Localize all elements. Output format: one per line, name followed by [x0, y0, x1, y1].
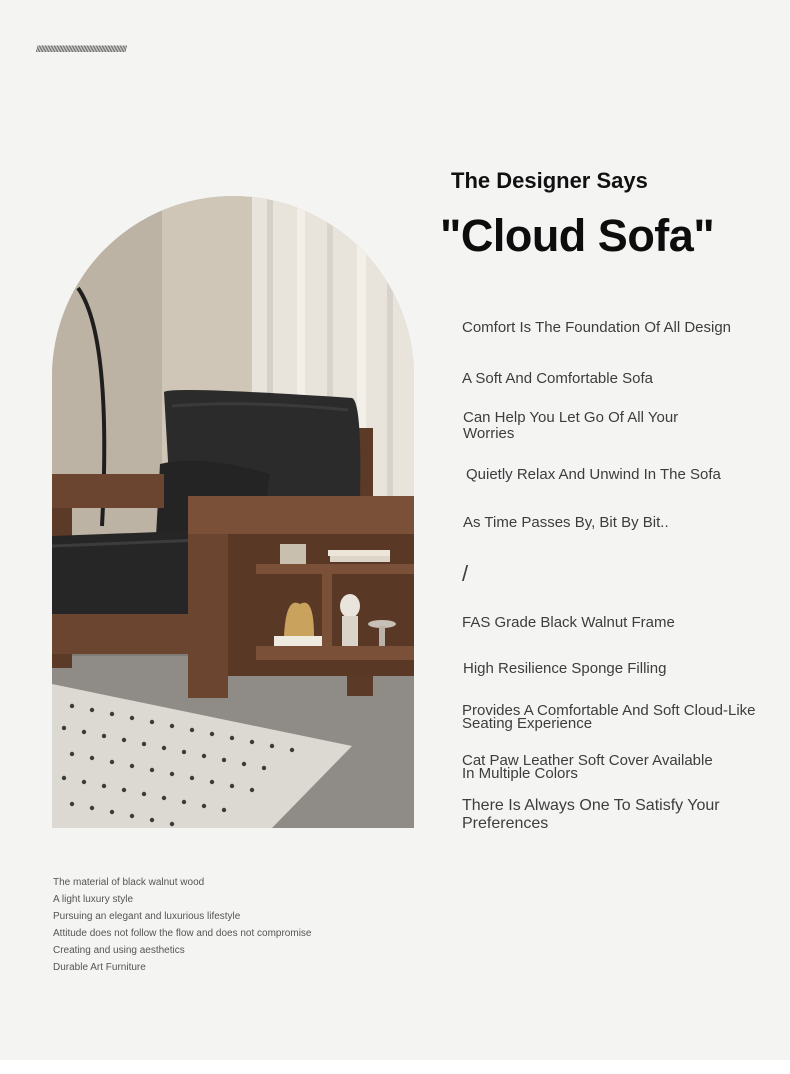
- note-line: The material of black walnut wood: [53, 877, 205, 888]
- note-line: Attitude does not follow the flow and does not compromise: [53, 928, 312, 939]
- sofa-photo: [52, 196, 414, 828]
- feature-line: High Resilience Sponge Filling: [463, 660, 667, 677]
- feature-line: As Time Passes By, Bit By Bit..: [463, 514, 669, 531]
- feature-line: Comfort Is The Foundation Of All Design: [462, 319, 732, 336]
- feature-line: A Soft And Comfortable Sofa: [462, 370, 653, 387]
- note-line: A light luxury style: [53, 894, 134, 905]
- material-notes: [53, 874, 311, 976]
- feature-line: Quietly Relax And Unwind In The Sofa: [466, 466, 721, 483]
- decorative-slash-line: ////////////////////////////////////////////////////////////: [36, 44, 127, 54]
- note-line: Durable Art Furniture: [53, 962, 146, 973]
- feature-line: There Is Always One To Satisfy Your Preferences: [462, 797, 720, 832]
- feature-line: Can Help You Let Go Of All Your Worries: [463, 409, 679, 442]
- feature-line: FAS Grade Black Walnut Frame: [462, 614, 675, 631]
- note-line: Creating and using aesthetics: [53, 945, 185, 956]
- note-line: Pursuing an elegant and luxurious lifestyle: [53, 911, 241, 922]
- separator-slash: /: [462, 561, 469, 586]
- feature-line: Cat Paw Leather Soft Cover Available In Multiple Colors: [462, 752, 713, 782]
- feature-line: Provides A Comfortable And Soft Cloud-Like Seating Experience: [462, 702, 756, 732]
- product-name-heading: "Cloud Sofa": [440, 210, 715, 261]
- designer-heading: The Designer Says: [451, 168, 648, 193]
